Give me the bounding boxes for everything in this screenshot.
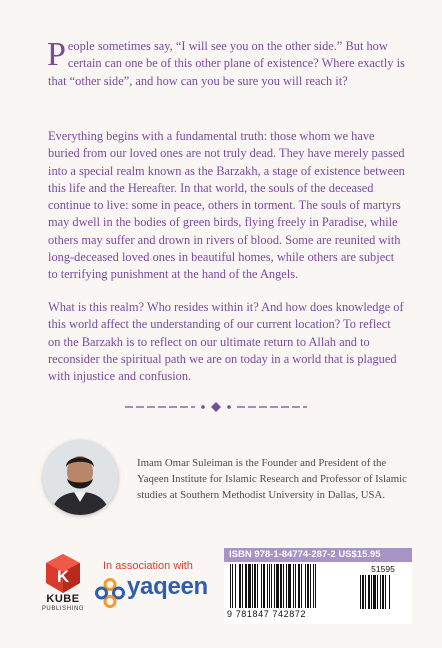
blurb-paragraph-3: What is this realm? Who resides within it? And how does knowledge of this world affect the understanding of our current location? To reflect on the Barzakh is to reflect on our ultimate return to Allah and to reconsider the spiritual path we are on today in a world that is plagued with injustice and confusion. bbox=[48, 300, 404, 384]
yaqeen-wordmark: yaqeen bbox=[127, 573, 208, 600]
addon-code: 51595 bbox=[371, 564, 395, 574]
kube-cube-icon bbox=[44, 553, 82, 595]
blurb-paragraph-1 bbox=[48, 38, 406, 90]
yaqeen-flower-icon bbox=[95, 578, 125, 608]
author-bio: Imam Omar Suleiman is the Founder and President of the Yaqeen Institute for Islamic Research and Professor of Islamic studies at Southern Methodist University in Dallas, USA. bbox=[137, 457, 407, 501]
ornamental-divider bbox=[125, 401, 307, 413]
association-text: In association with bbox=[103, 560, 193, 572]
blurb-paragraph-1-text: eople sometimes say, “I will see you on the other side.” But how certain can one be of this other plane of existence? Where exactly is that “other side”, and how can you be sure you will reach it? bbox=[48, 39, 405, 88]
drop-cap: P bbox=[47, 36, 66, 73]
author-photo bbox=[43, 440, 118, 515]
blurb-paragraph-2: Everything begins with a fundamental truth: those whom we have buried from our loved ones are not truly dead. They have merely passed into a special realm known as the Barzakh, a stage of existence between this life and the Hereafter. In that world, the souls of the deceased continue to live: some in peace, others in torment. The souls of martyrs may dwell in the bodies of green birds, flying freely in Paradise, while others may suffer and drown in rivers of blood. Some are reunited with long-deceased loved ones in beautiful homes, while others are subject to terrifying punishment at the hand of the Angels. bbox=[48, 129, 405, 282]
isbn-price-label: ISBN 978-1-84774-287-2 US$15.95 bbox=[224, 548, 412, 562]
svg-text:K: K bbox=[56, 567, 70, 586]
barcode-digits: 9 781847 742872 bbox=[227, 609, 307, 619]
isbn-barcode-box bbox=[224, 548, 412, 624]
kube-name: KUBE bbox=[46, 593, 80, 605]
ean-barcode bbox=[230, 564, 356, 610]
kube-publishing-logo bbox=[41, 553, 85, 615]
addon-barcode bbox=[360, 575, 406, 619]
kube-subtitle: PUBLISHING bbox=[41, 606, 85, 612]
